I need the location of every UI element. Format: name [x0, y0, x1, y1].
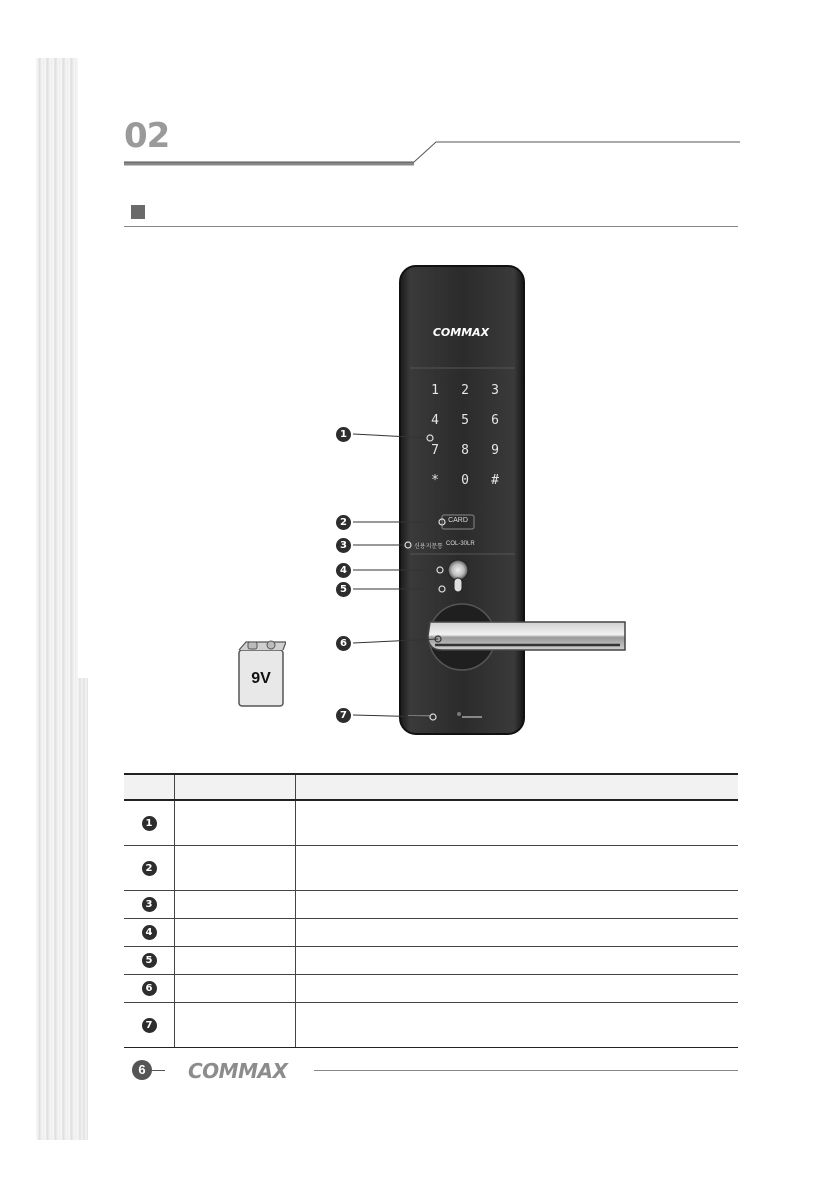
row-callout-7: 7	[142, 1018, 157, 1033]
row-name	[175, 800, 296, 845]
row-callout-4: 4	[142, 925, 157, 940]
table-row	[124, 890, 738, 918]
chapter-number: 02	[124, 116, 170, 156]
row-name	[175, 890, 296, 918]
row-name	[175, 1002, 296, 1047]
row-callout-6: 6	[142, 981, 157, 996]
row-callout-1: 1	[142, 816, 157, 831]
row-desc	[296, 845, 739, 890]
header-description	[296, 774, 739, 800]
table-row	[124, 974, 738, 1002]
keypad-key-2[interactable]: 2	[461, 383, 469, 398]
model-label: COL-30LR	[446, 541, 475, 547]
keypad-key-8[interactable]: 8	[461, 443, 469, 458]
footer-logo: COMMAX	[188, 1059, 288, 1083]
chapter-divider	[124, 138, 740, 168]
table-row	[124, 918, 738, 946]
keypad-key-6[interactable]: 6	[491, 413, 499, 428]
keypad-key-4[interactable]: 4	[431, 413, 439, 428]
callout-6: 6	[336, 636, 351, 651]
row-desc	[296, 890, 739, 918]
table-header-row	[124, 774, 738, 800]
table-row	[124, 800, 738, 845]
footer-divider	[314, 1070, 738, 1071]
keypad-key-1[interactable]: 1	[431, 383, 439, 398]
callout-5: 5	[336, 582, 351, 597]
door-lock-illustration	[330, 260, 660, 735]
table-row	[124, 946, 738, 974]
table-row	[124, 845, 738, 890]
keypad-key-0[interactable]: 0	[461, 473, 469, 488]
section-divider	[124, 226, 738, 227]
row-desc	[296, 946, 739, 974]
row-desc	[296, 800, 739, 845]
row-desc	[296, 974, 739, 1002]
side-decoration-strip	[36, 58, 78, 1140]
row-callout-3: 3	[142, 897, 157, 912]
keypad-key-hash[interactable]: #	[491, 473, 499, 488]
keypad-key-star[interactable]: *	[431, 473, 439, 488]
row-desc	[296, 1002, 739, 1047]
keypad-key-5[interactable]: 5	[461, 413, 469, 428]
battery-label: 9V	[251, 670, 271, 687]
callout-2: 2	[336, 515, 351, 530]
section-marker	[131, 205, 145, 219]
page-number: 6	[132, 1060, 152, 1080]
keypad-key-3[interactable]: 3	[491, 383, 499, 398]
keypad	[420, 382, 510, 490]
korean-label: 신용지문통	[414, 543, 443, 550]
door-lock-figure	[330, 260, 660, 735]
row-name	[175, 946, 296, 974]
header-number	[124, 774, 175, 800]
lock-brand-logo: COMMAX	[432, 326, 490, 339]
row-name	[175, 918, 296, 946]
table-row	[124, 1002, 738, 1047]
callout-7: 7	[336, 708, 351, 723]
callout-3: 3	[336, 538, 351, 553]
callout-1: 1	[336, 427, 351, 442]
footer-dash	[151, 1070, 165, 1071]
card-label: CARD	[448, 517, 468, 524]
row-desc	[296, 918, 739, 946]
row-name	[175, 845, 296, 890]
header-part-name	[175, 774, 296, 800]
keypad-key-9[interactable]: 9	[491, 443, 499, 458]
keypad-key-7[interactable]: 7	[431, 443, 439, 458]
row-name	[175, 974, 296, 1002]
row-callout-2: 2	[142, 861, 157, 876]
parts-table	[124, 773, 738, 1048]
row-callout-5: 5	[142, 953, 157, 968]
battery-9v-illustration	[236, 640, 286, 708]
callout-4: 4	[336, 563, 351, 578]
